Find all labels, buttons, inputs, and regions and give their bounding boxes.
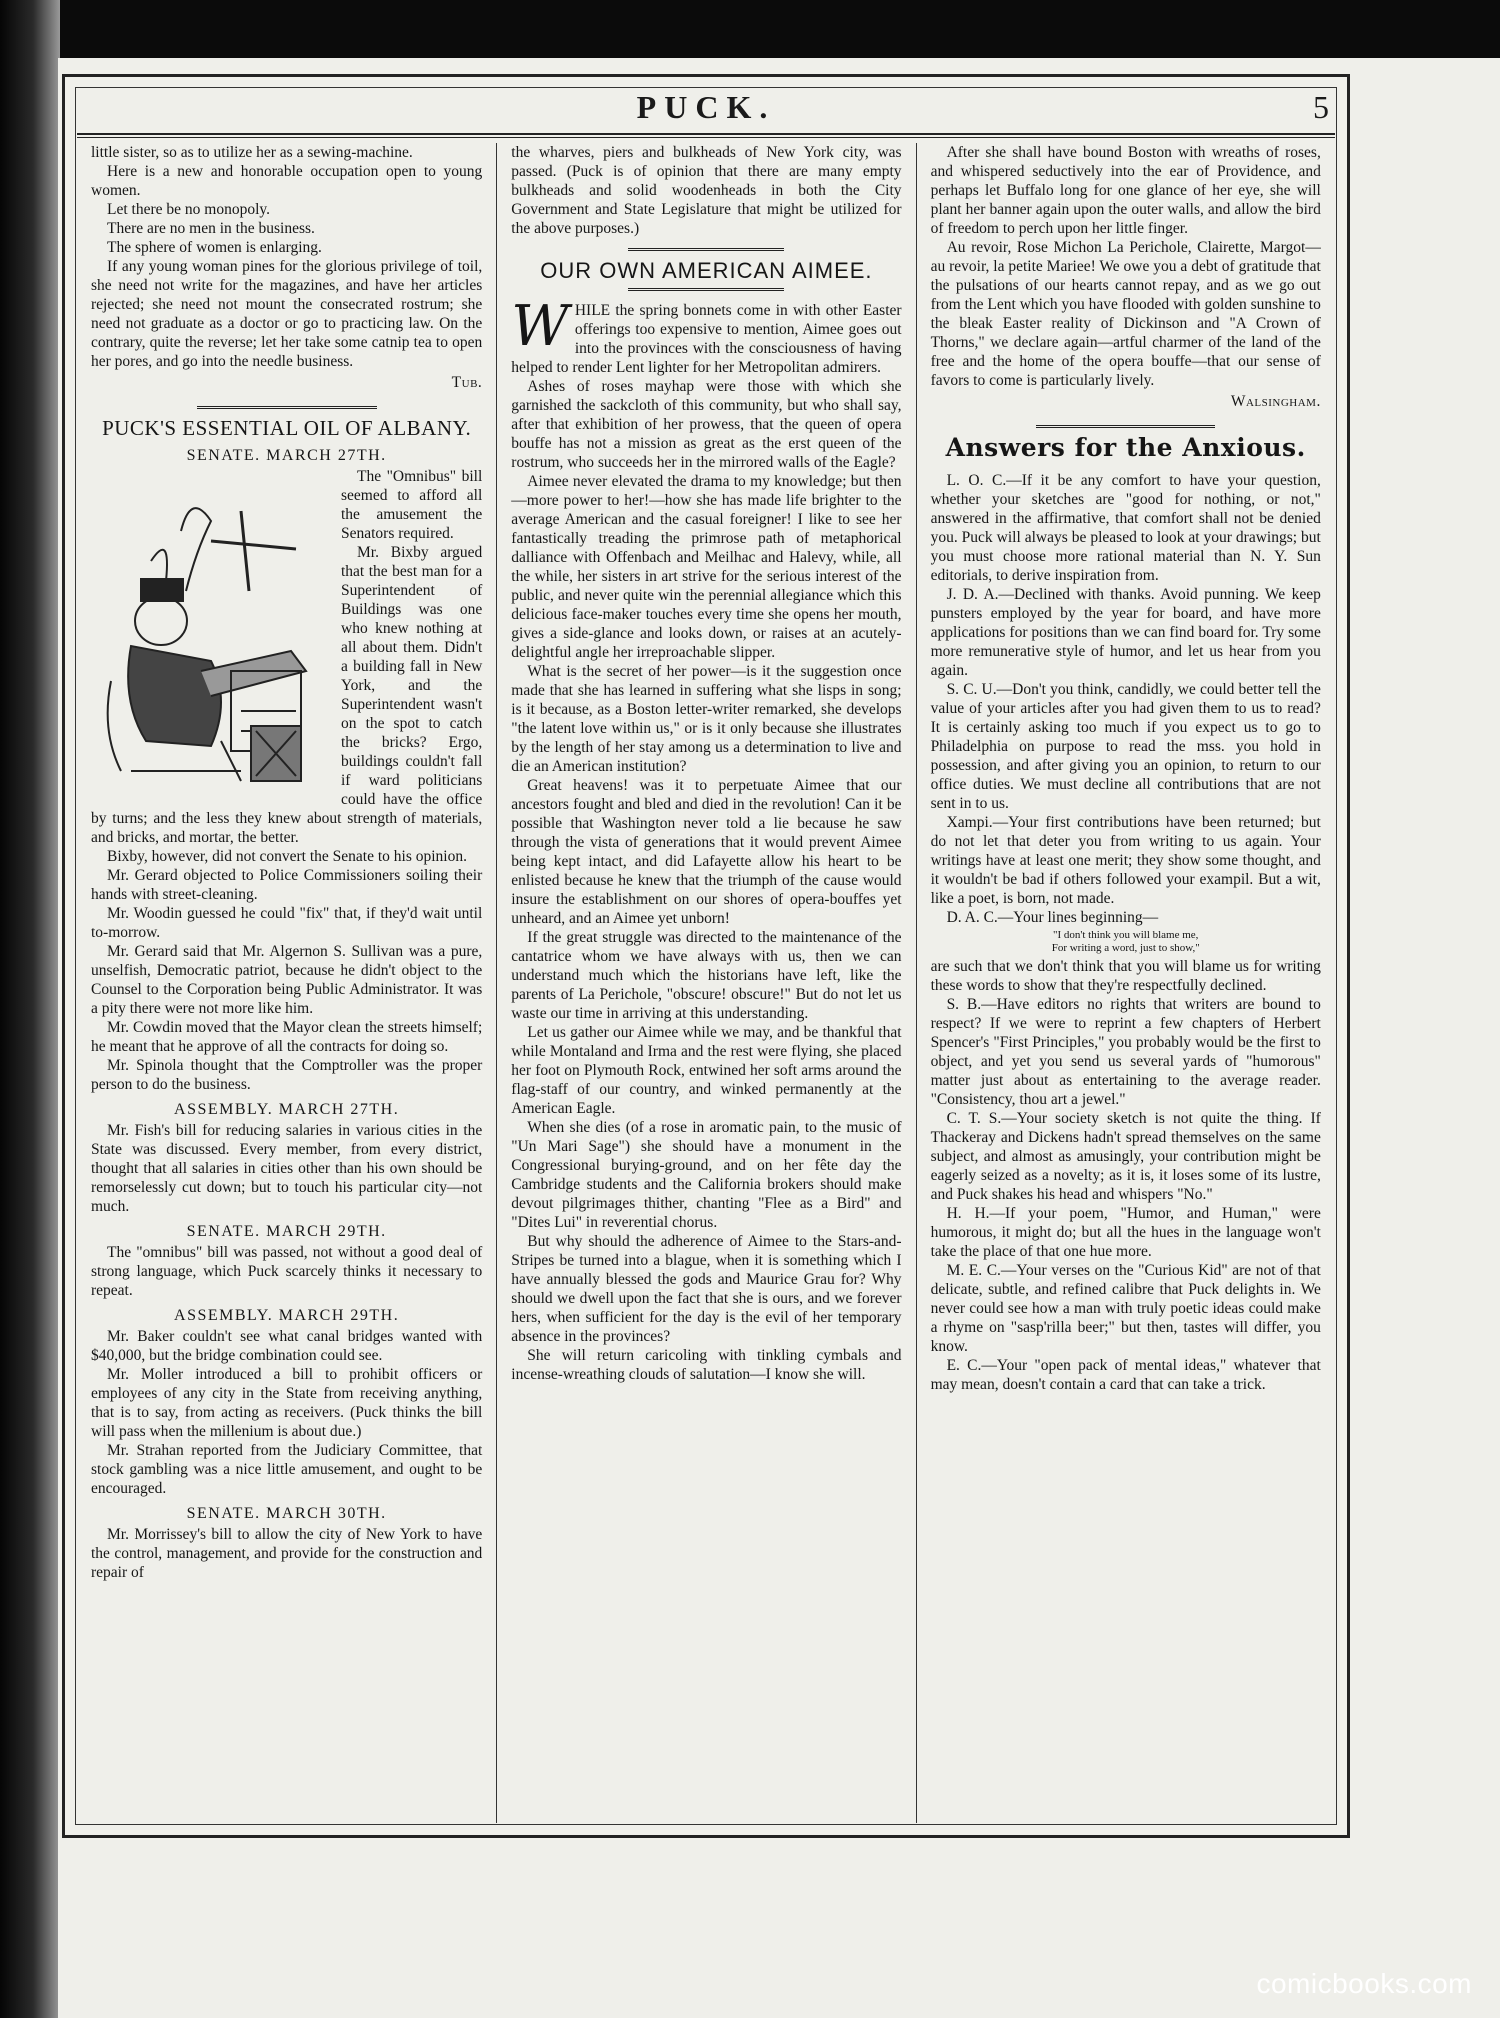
drop-cap: W	[511, 294, 569, 359]
article-columns	[77, 143, 1335, 1823]
article-headline: OUR OWN AMERICAN AIMEE.	[540, 258, 873, 283]
paragraph: The "Omnibus" bill seemed to afford all the amusement the Senators required.	[341, 468, 483, 542]
paragraph: Bixby, however, did not convert the Senate to his opinion.	[107, 848, 467, 865]
paragraph: When she dies (of a rose in aromatic pain, to the music of "Un Mari Sage") she should have a monument in the Congressional burying-ground, and on her fête day the Cambridge students and the California brokers should make devout pilgrimages thither, chanting "Flee as a Bird" and "Dites Lui" in reverential chorus.	[511, 1119, 902, 1231]
column-middle	[496, 143, 915, 1823]
quote-line: For writing a word, just to show,"	[1051, 942, 1200, 954]
section-divider	[1036, 425, 1216, 428]
answer-paragraph: L. O. C.—If it be any comfort to have your question, whether your sketches are "good for nothing, or not," answered in the affirmative, that comfort shall not be denied you. Puck will always be pleased to look at your drawings; but you must choose more rational material than N. Y. Sun editorials, to derive inspiration from.	[930, 472, 1321, 584]
answer-paragraph: M. E. C.—Your verses on the "Curious Kid" are not of that delicate, subtle, and refined calibre that Puck delights in. We never could see how a man with truly poetic ideas could make a rhyme on "sasp'rilla beer;" but then, tastes will differ, you know.	[930, 1262, 1321, 1355]
paragraph: Mr. Morrissey's bill to allow the city of New York to have the control, management, and provide for the construction and repair of	[91, 1526, 483, 1581]
session-subhead: SENATE. MARCH 30TH.	[186, 1505, 387, 1522]
answer-paragraph: E. C.—Your "open pack of mental ideas," whatever that may mean, doesn't contain a card that can take a trick.	[930, 1357, 1321, 1393]
quoted-lines	[931, 929, 1321, 955]
paragraph: Aimee never elevated the drama to my knowledge; but then—more power to her!—how she has made life brighter to the average American and the casual foreigner! I like to see her fantastically treading the primrose path of metaphorical dalliance with Offenbach and Meilhac and Halevy, while, all the while, her sisters in art strive for the serious interest of the public, and never quite win the perennial allegiance which this delicious face-maker touches every time she opens her mouth, gives a side-glance and looks down, or raises at an acutely-delightful angle her irreproachable slipper.	[511, 473, 902, 661]
answer-paragraph: Xampi.—Your first contributions have been returned; but do not let that deter you from writing to us again. Your writings have at least one merit; they show some thought, and it wouldn't be bad if others followed your exampil. But a wit, like a poet, is born, not made.	[930, 814, 1321, 907]
first-paragraph	[511, 294, 902, 377]
page-frame	[62, 74, 1350, 1838]
section-divider	[628, 288, 784, 291]
paragraph: Let us gather our Aimee while we may, and be thankful that while Montaland and Irma and the rest were flying, she placed her foot on Plymouth Rock, entwined her soft arms around the flag-staff of our country, and winked permanently at the American Eagle.	[511, 1024, 902, 1117]
paragraph: The "omnibus" bill was passed, not without a good deal of strong language, which Puck scarcely thinks it necessary to repeat.	[91, 1244, 483, 1299]
first-paragraph-text: HILE the spring bonnets come in with other Easter offerings too expensive to mention, Aimee goes out into the provinces with the consciousness of having helped to render Lent lighter for her Metropolitan admirers.	[511, 302, 902, 376]
answer-paragraph: C. T. S.—Your society sketch is not quite the thing. If Thackeray and Dickens hadn't spread themselves on the same subject, and almost as amusingly, your contribution might be eagerly seized as a novelty; as it is, it loses some of its lustre, and Puck shakes his head and whispers "No."	[930, 1110, 1321, 1203]
paragraph: The sphere of women is enlarging.	[107, 239, 322, 256]
answer-paragraph: S. C. U.—Don't you think, candidly, we could better tell the value of your articles after you had given them to us to read? It is certainly asking too much if you expect us to go to Philadelphia on purpose to read the mss. you hold in possession, and after giving you an opinion, to return to our office duties. We must decline all contributions that are not sent in to us.	[930, 681, 1321, 812]
paragraph: What is the secret of her power—is it the suggestion once made that she has learned in suffering what she lisps in song; is it because, as a Boston letter-writer remarked, she develops "the latent love within us," or is it only because she illustrates by the length of her stay among us a determination to live and die an American institution?	[511, 663, 902, 775]
paragraph: Great heavens! was it to perpetuate Aimee that our ancestors fought and bled and died in the revolution! Can it be possible that Washington never told a lie because he saw through the vista of generations that it would prevent Aimee being kept intact, and did Lafayette allow his heart to be enlisted because he knew that the triumph of the cause would insure the establishment on our shores of opera-bouffes yet unheard, and an Aimee yet unborn!	[511, 777, 902, 927]
paragraph: Mr. Bixby argued that the best man for a Superintendent of Buildings was one who knew nothing at all about them. Didn't a building fall in New York, and the Superintendent wasn't on the spot to catch the bricks? Ergo, buildings couldn't fall if ward politicians could have the office by turns; and the less they knew about strength of materials, and bricks, and mortar, the better.	[91, 544, 483, 846]
paragraph: There are no men in the business.	[107, 220, 315, 237]
paragraph: Mr. Gerard objected to Police Commissioners soiling their hands with street-cleaning.	[91, 867, 483, 903]
book-spine-shadow	[0, 0, 60, 2018]
paragraph: If the great struggle was directed to the maintenance of the cantatrice whom we have always with us, then we can understand much which the historians have left, like the parents of La Perichole, "obscure! obscure!" But do not let us waste our time in arriving at this understanding.	[511, 929, 902, 1022]
page-number: 5	[1313, 89, 1329, 125]
column-left	[77, 143, 496, 1823]
masthead-title: PUCK.	[636, 89, 776, 125]
illustration-man-in-chair	[91, 471, 329, 789]
paragraph: Mr. Moller introduced a bill to prohibit officers or employees of any city in the State from receiving anything, that is to say, from acting as receivers. (Puck thinks the bill will pass when the millenium is about due.)	[91, 1366, 483, 1440]
paragraph: After she shall have bound Boston with wreaths of roses, and whispered seductively into the ear of Providence, and perhaps let Buffalo long for one glance of her eye, she will plant her banner again upon the outer walls, and allow the bird of freedom to perch upon her little finger.	[930, 144, 1321, 237]
answer-paragraph: J. D. A.—Declined with thanks. Avoid punning. We keep punsters employed by the year for board, and have more applications for positions than we can find board for. Try some more remunerative style of humor, and let us hear from you again.	[930, 586, 1321, 679]
watermark: comicbooks.com	[1256, 1968, 1472, 1999]
paragraph: Mr. Woodin guessed he could "fix" that, if they'd wait until to-morrow.	[91, 905, 483, 941]
column-right	[916, 143, 1335, 1823]
answer-paragraph: S. B.—Have editors no rights that writers are bound to respect? If we were to reprint a few chapters of Herbert Spencer's "First Principles," you probably would be the first to object, and yet you send us several yards of "humorous" matter just about as entertaining to the average reader. "Consistency, thou art a jewel."	[930, 996, 1321, 1108]
paragraph: Ashes of roses mayhap were those with which she garnished the sackcloth of this community, but who shall say, after that exhibition of her prowess, that the queen of opera bouffe has not a mission as great as the erst queen of the rostrum, who succeeds her in the mirrored walls of the Eagle?	[511, 378, 902, 471]
paragraph: But why should the adherence of Aimee to the Stars-and-Stripes be turned into a blague, when it is something which I have annually blessed the gods and Maurice Grau for? Why should we dwell upon the fact that she is ours, and we forever hers, when sufficient for the day is the evil of her temporary absence in the provinces?	[511, 1233, 902, 1345]
article-headline: PUCK'S ESSENTIAL OIL OF ALBANY.	[102, 416, 472, 440]
article-headline: Answers for the Anxious.	[945, 433, 1306, 462]
page-header	[77, 85, 1335, 131]
paragraph: Mr. Fish's bill for reducing salaries in various cities in the State was discussed. Every member, from every district, thought that all salaries in cities other than his own should be remorselessly cut down; but to touch his particular city—not much.	[91, 1122, 483, 1215]
paragraph: Mr. Spinola thought that the Comptroller was the proper person to do the business.	[91, 1057, 483, 1093]
quote-line: "I don't think you will blame me,	[1052, 929, 1199, 941]
session-subhead: SENATE. MARCH 27TH.	[186, 447, 387, 464]
paragraph: If any young woman pines for the glorious privilege of toil, she need not write for the magazines, and have her articles rejected; she need not mount the consecrated rostrum; she need not graduate as a doctor or go to practicing law. On the contrary, quite the reverse; let her take some catnip tea to open her pores, and go into the needle business.	[91, 258, 483, 370]
paragraph: Mr. Baker couldn't see what canal bridges wanted with $40,000, but the bridge combination could see.	[91, 1328, 483, 1364]
signature: Walsingham.	[1230, 393, 1321, 410]
session-subhead: ASSEMBLY. MARCH 29TH.	[174, 1307, 400, 1324]
header-rule	[77, 133, 1335, 138]
paragraph: Mr. Cowdin moved that the Mayor clean the streets himself; he meant that he approve of all the contracts for doing so.	[91, 1019, 483, 1055]
paragraph: the wharves, piers and bulkheads of New York city, was passed. (Puck is of opinion that there are many empty bulkheads and solid woodenheads in both the City Government and State Legislature that might be utilized for the above purposes.)	[511, 144, 902, 237]
answer-paragraph: H. H.—If your poem, "Humor, and Human," were humorous, it might do; but all the hues in the language won't take the place of that one hue more.	[930, 1205, 1321, 1260]
paragraph: She will return caricoling with tinkling cymbals and incense-wreathing clouds of salutation—I know she will.	[511, 1347, 902, 1383]
paragraph: Here is a new and honorable occupation open to young women.	[91, 163, 483, 199]
paragraph: Let there be no monopoly.	[107, 201, 270, 218]
session-subhead: ASSEMBLY. MARCH 27TH.	[174, 1101, 400, 1118]
paragraph: Au revoir, Rose Michon La Perichole, Clairette, Margot—au revoir, la petite Mariee! We owe you a debt of gratitude that the pulsations of our hearts cannot repay, and as we go out from the Lent which you have flooded with golden sunshine to the bleak Easter reality of Dickinson and "A Crown of Thorns," we declare again—artful charmer of the land of the free and the home of the opera bouffe—that our sense of favors to come is particularly lively.	[930, 239, 1321, 389]
section-divider	[197, 406, 377, 409]
paragraph: Mr. Strahan reported from the Judiciary Committee, that stock gambling was a nice little amusement, and ought to be encouraged.	[91, 1442, 483, 1497]
paragraph: Mr. Gerard said that Mr. Algernon S. Sullivan was a pure, unselfish, Democratic patriot, because he didn't object to the Counsel to the Corporation being Public Administrator. It was a pity there were not more like him.	[91, 943, 483, 1017]
section-divider	[628, 248, 784, 251]
answer-paragraph: are such that we don't think that you will blame us for writing these words to show that they're respectfully declined.	[930, 958, 1321, 994]
signature: Tub.	[451, 374, 483, 391]
session-subhead: SENATE. MARCH 29TH.	[186, 1223, 387, 1240]
paragraph: little sister, so as to utilize her as a sewing-machine.	[91, 144, 413, 161]
answer-paragraph: D. A. C.—Your lines beginning—	[946, 909, 1159, 926]
